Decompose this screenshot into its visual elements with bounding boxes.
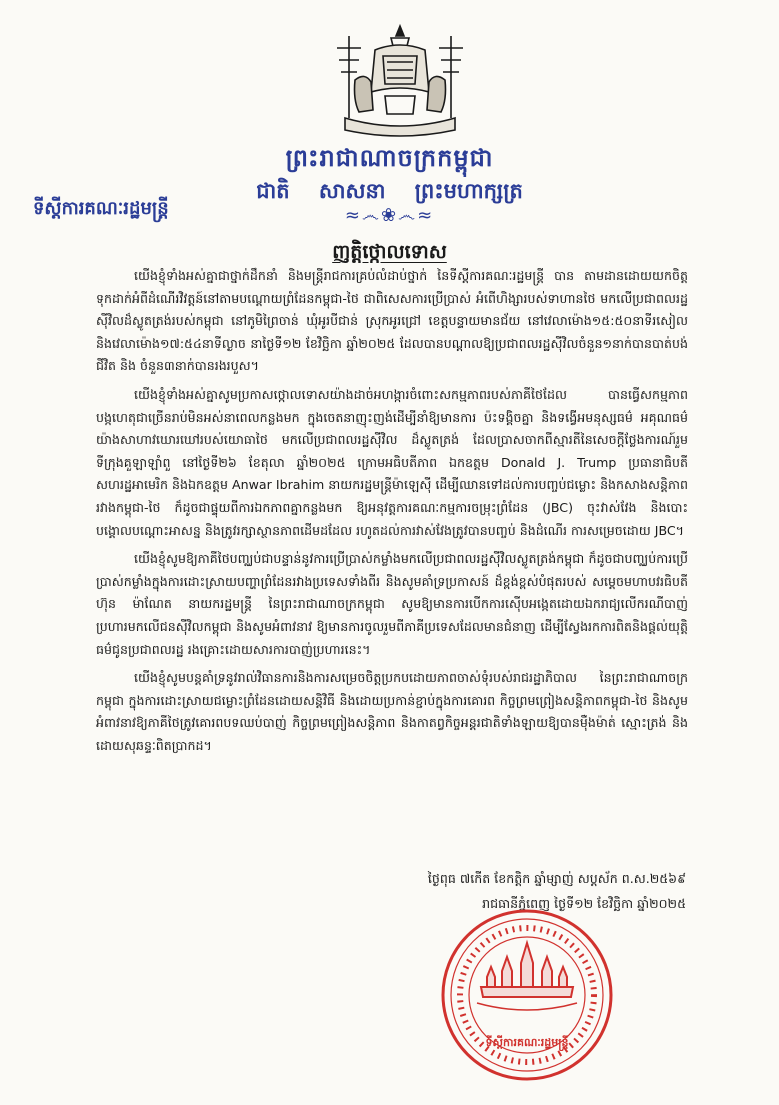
- national-motto: ជាតិ សាសនា ព្រះមហាក្សត្រ: [256, 179, 523, 203]
- document-title: ញត្តិថ្កោលទោស: [332, 241, 447, 263]
- paragraph: យើងខ្ញុំសូមឱ្យភាគីថៃបញ្ឈប់ជាបន្ទាន់នូវការប្រើប្រាស់កម្លាំងមកលើប្រជាពលរដ្ឋស៊ីវិលស្លូតត្រង់កម្ពុជា ក៏ដូចជាបញ្ឈប់ការប្រើប្រាស់កម្លាំងក្នុងការដោះស្រាយបញ្ហាព្រំដែនរវាងប្រទេសទាំងពីរ និងសូមគាំទ្រប្រកាសន៍ ដ៏ខ្ពង់ខ្ពស់បំផុតរបស់ សម្តេចមហាបវរធិបតី ហ៊ុន ម៉ាណែត នាយករដ្ឋមន្ត្រី នៃព្រះរាជាណាចក្រកម្ពុជា សូមឱ្យមានការបើកការស៊ើបអង្កេតដោយឯករាជ្យលើករណីបាញ់ប្រហារមកលើជនស៊ីវិលកម្ពុជា និងសូមអំពាវនាវ ឱ្យមានការចូលរួមពីភាគីប្រទេសដែលមានជំនាញ ដើម្បីស្វែងរកការពិតនិងផ្តល់យុត្តិធម៌ជូនប្រជាពលរដ្ឋ រងគ្រោះដោយសារការបាញ់ប្រហារនេះ។: [96, 551, 688, 657]
- letter-body: [96, 265, 688, 763]
- issuing-office: ទីស្តីការគណៈរដ្ឋមន្ត្រី: [33, 198, 169, 219]
- kingdom-name: ព្រះរាជាណាចក្រកម្ពុជា: [285, 144, 494, 172]
- ornament-divider: ≈෴❀෴≈: [344, 205, 435, 226]
- paragraph: យើងខ្ញុំទាំងអស់គ្នាសូមប្រកាសថ្កោលទោសយ៉ាងដាច់អហង្ការចំពោះសកម្មភាពរបស់ភាគីថៃដែល បានធ្វើសកម្មភាពបង្កហេតុជាច្រើនរាប់មិនអស់នាពេលកន្លងមក ក្នុងចេតនាញុះញង់ដើម្បីនាំឱ្យមានការ ប៉ះទង្គិចគ្នា និងទង្វើអមនុស្សធម៌ អគុណធម៌យ៉ាងសាហាវឃោរឃៅរបស់យោធាថៃ មកលើប្រជាពលរដ្ឋស៊ីវិល ដ៏ស្លូតត្រង់ ដែលប្រាសចាកពីស្មារតីនៃសេចក្តីថ្លែងការណ៍រួមទីក្រុងគួឡាឡាំពួ នៅថ្ងៃទី២៦ ខែតុលា ឆ្នាំ២០២៥ ក្រោមអធិបតីភាព ឯកឧត្តម Donald J. Trump ប្រធានាធិបតីសហរដ្ឋអាមេរិក និងឯកឧត្តម Anwar Ibrahim នាយករដ្ឋមន្ត្រីម៉ាឡេស៊ី ដើម្បីឈានទៅដល់ការបញ្ចប់ជម្លោះ និងកសាងសន្តិភាពរវាងកម្ពុជា-ថៃ ក៏ដូចជាផ្ទុយពីការឯកភាពគ្នាកន្លងមក ឱ្យអនុវត្តការគណៈកម្មការចម្រុះព្រំដែន (JBC) ចុះវាស់វែង និងបោះ បង្គោលបណ្តោះអាសន្ន និងត្រូវរក្សាស្ថានភាពដើមដដែល រហូតដល់ការវាស់វែងត្រូវបានបញ្ចប់ និងដំណើរ ការសម្រេចដោយ JBC។: [96, 386, 688, 538]
- seal-label: ទីស្តីការគណៈរដ្ឋមន្ត្រី: [485, 1036, 569, 1049]
- paragraph: យើងខ្ញុំទាំងអស់គ្នាជាថ្នាក់ដឹកនាំ និងមន្ត្រីរាជការគ្រប់លំដាប់ថ្នាក់ នៃទីស្តីការគណៈរដ្ឋមន្ត្រី បាន តាមដានដោយយកចិត្តទុកដាក់អំពីដំណើរវិវត្តន៍នៅតាមបណ្តោយព្រំដែនកម្ពុជា-ថៃ ជាពិសេសការប្រើប្រាស់ អំពើហិង្សារបស់ទាហានថៃ មកលើប្រជាពលរដ្ឋស៊ីវិលដ៏ស្លូតត្រង់របស់កម្ពុជា នៅភូមិព្រៃចាន់ ឃុំអូរបីជាន់ ស្រុកអូរជ្រៅ ខេត្តបន្ទាយមានជ័យ នៅវេលាម៉ោង១៥:៥០នាទីរសៀល និងវេលាម៉ោង១៧:៥៤នាទីល្ងាច នាថ្ងៃទី១២ ខែវិច្ឆិកា ឆ្នាំ២០២៥ ដែលបានបណ្តាលឱ្យប្រជាពលរដ្ឋស៊ីវិលចំនួន១នាក់បានបាត់បង់ជីវិត និង ចំនួន៣នាក់បានរងរបួស។: [96, 268, 688, 374]
- official-seal-icon: [437, 905, 617, 1085]
- paragraph: យើងខ្ញុំសូមបន្តគាំទ្រនូវរាល់វិធានការនិងការសម្រេចចិត្តប្រកបដោយភាពចាស់ទុំរបស់រាជរដ្ឋាភិបាល នៃព្រះរាជាណាចក្រកម្ពុជា ក្នុងការដោះស្រាយជម្លោះព្រំដែនដោយសន្តិវិធី និងដោយប្រកាន់ខ្ជាប់ក្នុងការគោរព កិច្ចព្រមព្រៀងសន្តិភាពកម្ពុជា-ថៃ និងសូមអំពាវនាវឱ្យភាគីថៃត្រូវគោរពបទឈប់បាញ់ កិច្ចព្រមព្រៀងសន្តិភាព និងកាតព្វកិច្ចអន្តរជាតិទាំងឡាយឱ្យបានម៉ឺងម៉ាត់ ស្មោះត្រង់ និងដោយសុឆន្ទៈពិតប្រាកដ។: [96, 670, 688, 753]
- royal-arms-icon: [325, 22, 475, 142]
- lunar-date: ថ្ងៃពុធ ៧កើត ខែកត្តិក ឆ្នាំម្សាញ់ សប្តស័ក ព.ស.២៥៦៩: [427, 871, 686, 886]
- solar-date: រាជធានីភ្នំពេញ ថ្ងៃទី១២ ខែវិច្ឆិកា ឆ្នាំ២០២៥: [482, 896, 686, 911]
